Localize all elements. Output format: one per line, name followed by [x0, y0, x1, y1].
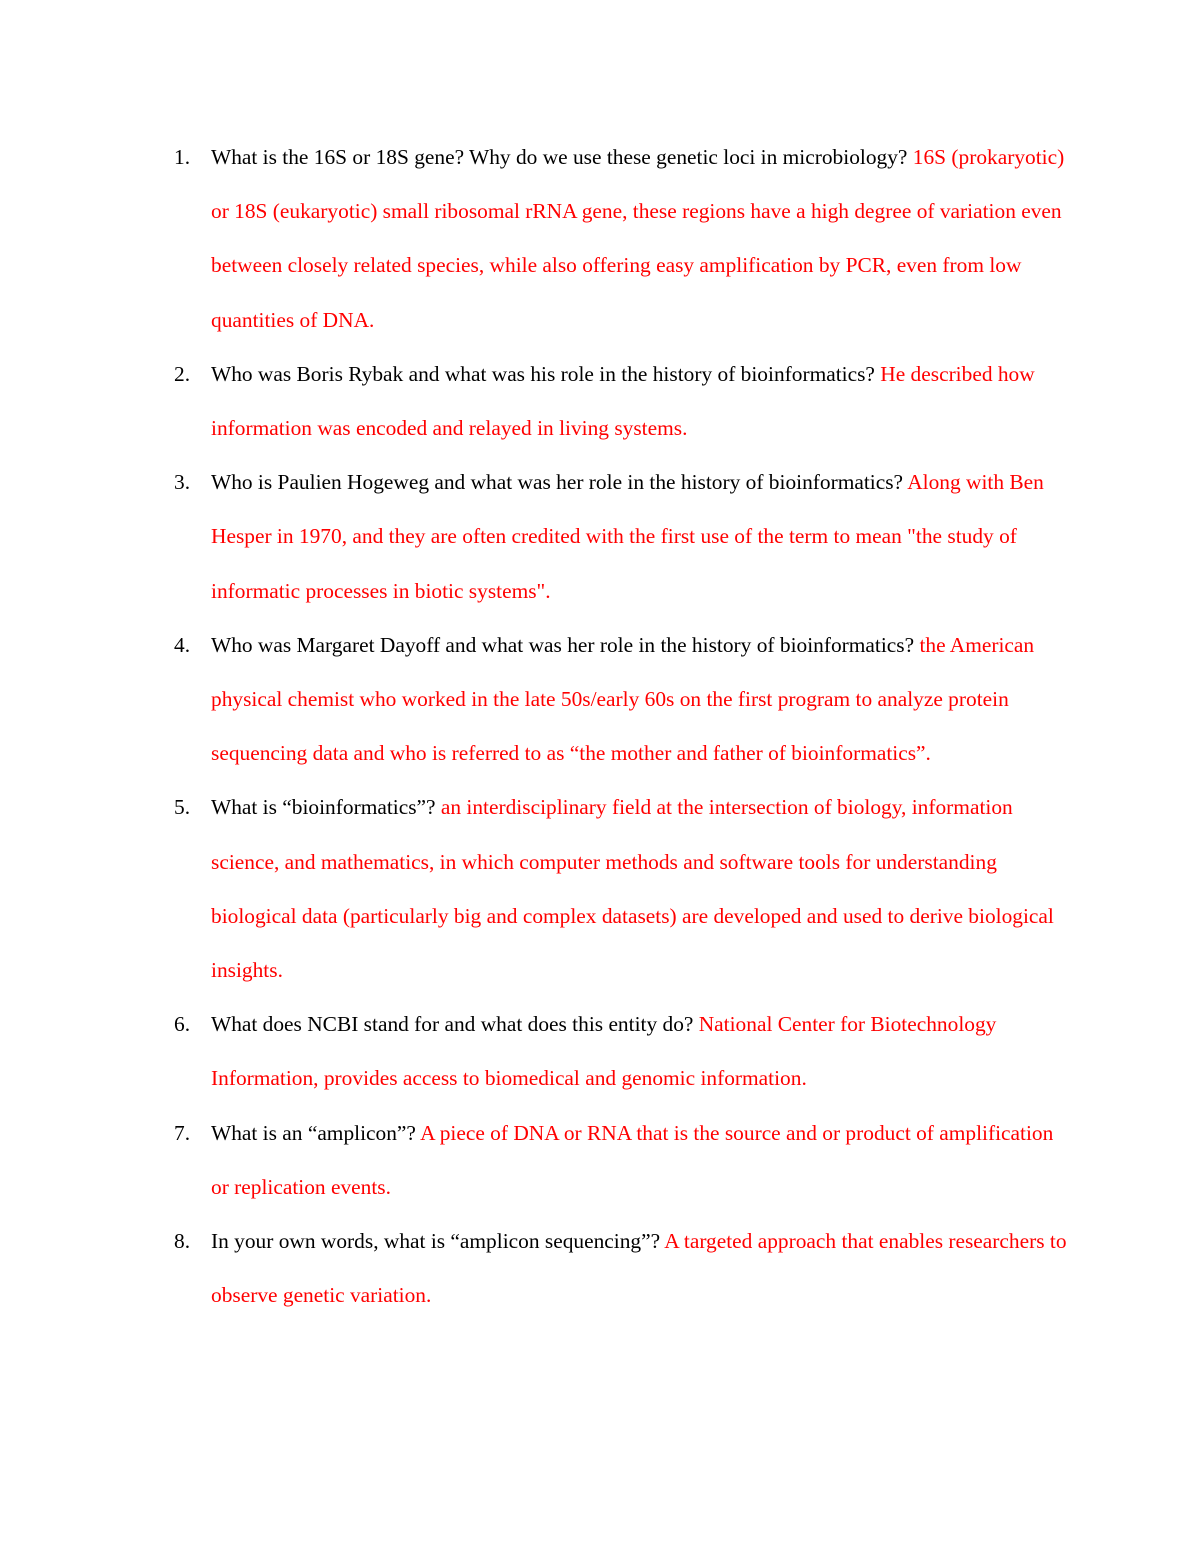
- question-number: 6.: [174, 1012, 191, 1037]
- question-item-8: [0, 1214, 1200, 1322]
- question-item-2: [0, 347, 1200, 455]
- answer-text: A targeted approach that enables researchers to observe genetic variation.: [211, 1229, 1067, 1308]
- question-number: 2.: [174, 361, 191, 386]
- question-number: 3.: [174, 470, 191, 495]
- question-item-7: [0, 1106, 1200, 1214]
- answer-text: the American physical chemist who worked in the late 50s/early 60s on the first program to analyze protein sequencing data and who is referred to as “the mother and father of bioinformatics”.: [211, 632, 1035, 766]
- question-item-3: [0, 455, 1200, 618]
- question-number: 8.: [174, 1229, 191, 1254]
- question-text: In your own words, what is “amplicon sequencing”?: [211, 1229, 665, 1254]
- question-item-4: [0, 618, 1200, 781]
- question-item-5: [0, 780, 1200, 997]
- question-text: Who was Boris Rybak and what was his role in the history of bioinformatics?: [211, 361, 881, 386]
- question-number: 4.: [174, 632, 191, 657]
- question-item-6: [0, 997, 1200, 1105]
- answer-text: an interdisciplinary field at the intersection of biology, information science, and mathematics, in which computer methods and software tools for understanding biological data (particularly big and complex datasets) are developed and used to derive biological insights.: [211, 795, 1054, 983]
- answer-text: Along with Ben Hesper in 1970, and they are often credited with the first use of the term to mean "the study of informatic processes in biotic systems".: [211, 470, 1044, 603]
- question-text: What is the 16S or 18S gene? Why do we use these genetic loci in microbiology?: [211, 145, 913, 169]
- answer-text: A piece of DNA or RNA that is the source and or product of amplification or replication events.: [211, 1120, 1054, 1199]
- question-number: 1.: [174, 145, 191, 169]
- question-number: 5.: [174, 795, 191, 820]
- question-text: What does NCBI stand for and what does this entity do?: [211, 1012, 699, 1037]
- question-text: What is an “amplicon”?: [211, 1120, 421, 1145]
- question-list: [0, 130, 1200, 1322]
- question-text: Who was Margaret Dayoff and what was her role in the history of bioinformatics?: [211, 632, 920, 657]
- question-number: 7.: [174, 1120, 191, 1145]
- question-text: What is “bioinformatics”?: [211, 795, 441, 820]
- answer-text: National Center for Biotechnology Information, provides access to biomedical and genomic information.: [211, 1012, 997, 1091]
- question-text: Who is Paulien Hogeweg and what was her role in the history of bioinformatics?: [211, 470, 908, 495]
- question-item-1: [0, 130, 1200, 347]
- answer-text: 16S (prokaryotic) or 18S (eukaryotic) small ribosomal rRNA gene, these regions have a high degree of variation even between closely related species, while also offering easy amplification by PCR, even from low quantities of DNA.: [211, 145, 1065, 332]
- answer-text: He described how information was encoded and relayed in living systems.: [211, 361, 1035, 441]
